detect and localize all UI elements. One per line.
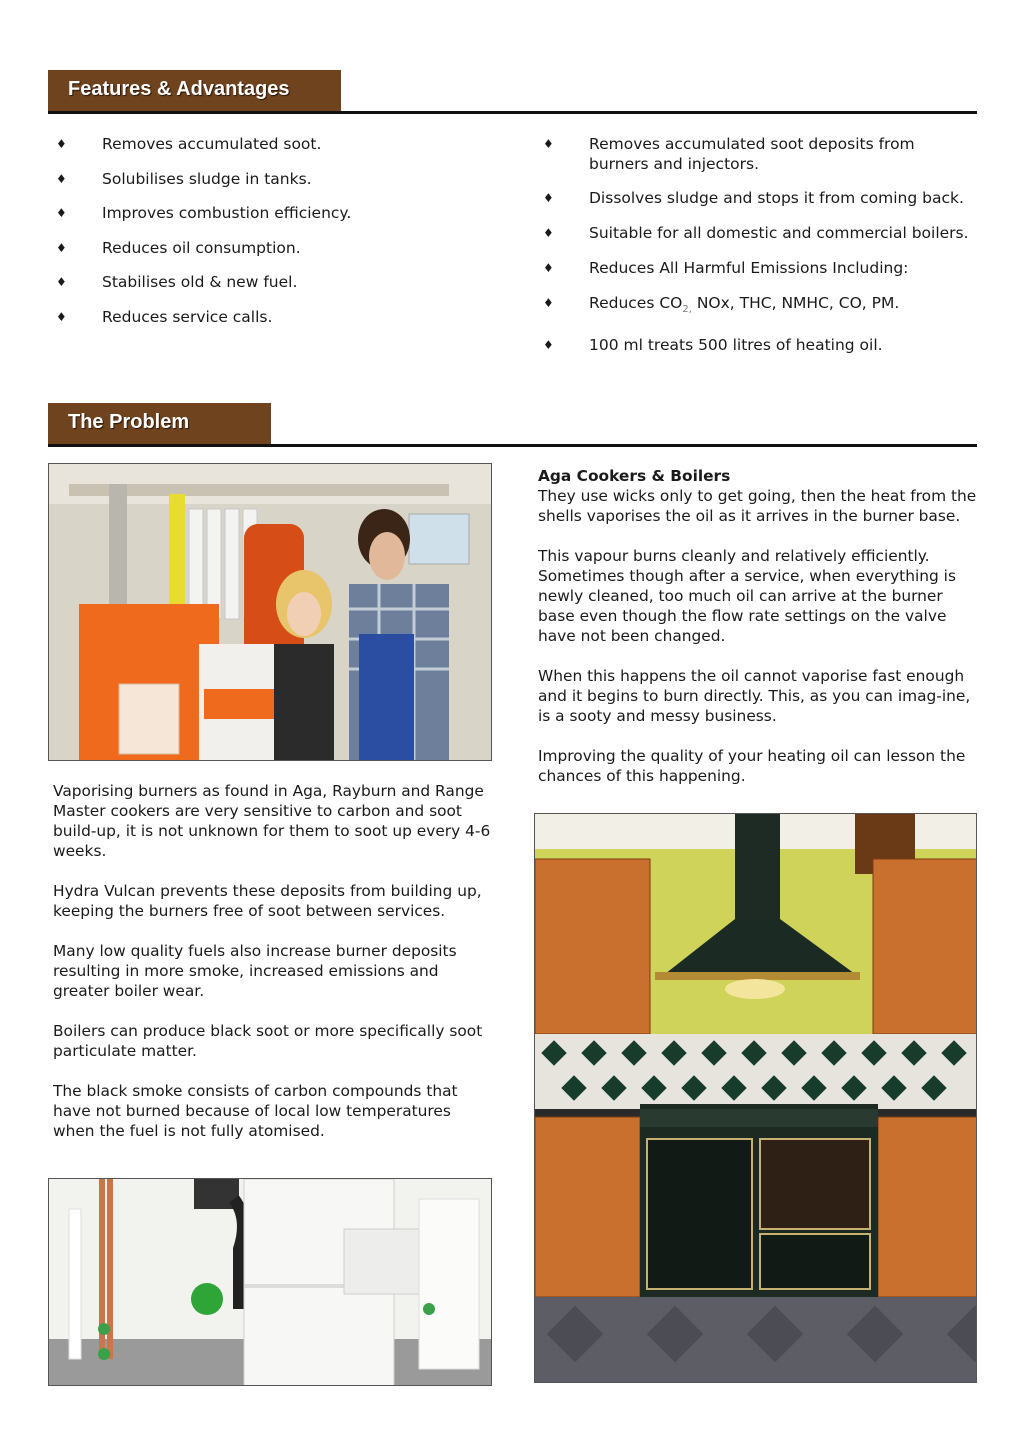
bullet-diamond-icon: ♦ [543, 296, 554, 310]
paragraph: Hydra Vulcan prevents these deposits from building up, keeping the burners free of soot between services. [53, 882, 482, 920]
list-item: ♦ Suitable for all domestic and commercial boilers. [543, 224, 969, 242]
paragraph: This vapour burns cleanly and relatively efficiently. Sometimes though after a service, when everything is newly cleaned, too much oil can arrive at the burner base even though the flow rate settings on the valve have not been changed. [538, 547, 956, 645]
list-item: ♦ Reduces All Harmful Emissions Including: [543, 259, 909, 277]
problem-right-text [538, 466, 978, 806]
kitchen-range-photo [534, 813, 977, 1383]
paragraph: Improving the quality of your heating oil can lesson the chances of this happening. [538, 747, 966, 785]
bullet-diamond-icon: ♦ [543, 338, 554, 353]
list-item: ♦ Reduces service calls. [56, 307, 273, 326]
list-item: ♦ Solubilises sludge in tanks. [56, 169, 312, 188]
list-item: ♦ Reduces oil consumption. [56, 238, 301, 257]
bullet-diamond-icon: ♦ [56, 137, 67, 151]
features-left-list [48, 134, 488, 327]
paragraph: They use wicks only to get going, then the heat from the shells vaporises the oil as it arrives in the burner base. [538, 487, 977, 525]
aga-heading: Aga Cookers & Boilers [538, 467, 731, 485]
problem-left-text [53, 781, 493, 1161]
list-item: ♦ Improves combustion efficiency. [56, 204, 352, 223]
paragraph: Many low quality fuels also increase burner deposits resulting in more smoke, increased emissions and greater boiler wear. [53, 942, 457, 1000]
features-right-list [535, 134, 975, 355]
bullet-diamond-icon: ♦ [56, 171, 67, 186]
paragraph: Vaporising burners as found in Aga, Rayburn and Range Master cookers are very sensitive to carbon and soot build-up, it is not unknown for them to soot up every 4-6 weeks. [53, 782, 491, 860]
problem-divider [48, 444, 977, 447]
features-divider [48, 111, 977, 114]
list-item: ♦ Removes accumulated soot deposits from burners and injectors. [543, 135, 915, 173]
bullet-diamond-icon: ♦ [543, 137, 554, 151]
problem-section-header [48, 403, 977, 448]
bullet-diamond-icon: ♦ [543, 261, 554, 275]
list-item: ♦ Stabilises old & new fuel. [56, 273, 298, 292]
bullet-diamond-icon: ♦ [56, 309, 67, 324]
problem-title: The Problem [48, 403, 271, 445]
list-item: ♦ Removes accumulated soot. [56, 135, 322, 153]
bullet-diamond-icon: ♦ [543, 226, 554, 240]
list-item: ♦ 100 ml treats 500 litres of heating oil. [543, 336, 883, 355]
list-item: ♦ Reduces $CO_{2,}$ NOx, THC, NMHC, CO, PM. [543, 294, 900, 316]
bullet-diamond-icon: ♦ [56, 206, 67, 221]
boiler-room-photo [48, 463, 492, 761]
bullet-diamond-icon: ♦ [56, 275, 67, 290]
features-title: Features & Advantages [48, 70, 341, 112]
paragraph: When this happens the oil cannot vaporise fast enough and it begins to burn directly. This, as you can imag-ine, is a sooty and messy business. [538, 667, 971, 725]
list-item: ♦ Dissolves sludge and stops it from coming back. [543, 189, 964, 207]
modern-boiler-photo [48, 1178, 492, 1386]
bullet-diamond-icon: ♦ [56, 240, 67, 255]
paragraph: Boilers can produce black soot or more specifically soot particulate matter. [53, 1022, 483, 1060]
paragraph: The black smoke consists of carbon compounds that have not burned because of local low temperatures when the fuel is not fully atomised. [53, 1082, 458, 1140]
features-section-header [48, 70, 977, 115]
bullet-diamond-icon: ♦ [543, 191, 554, 205]
